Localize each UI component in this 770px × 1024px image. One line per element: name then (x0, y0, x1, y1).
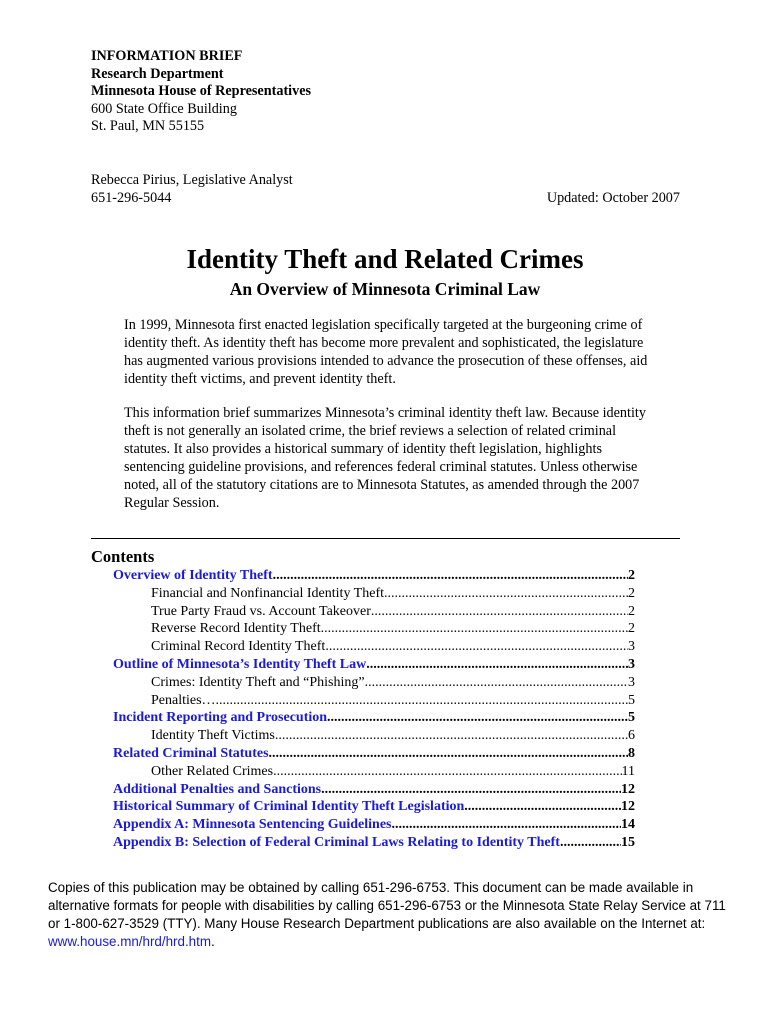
page-title: Identity Theft and Related Crimes (186, 244, 584, 274)
intro-paragraph: In 1999, Minnesota first enacted legislation specifically targeted at the burgeoning crime of identity theft. As identity theft has become more prevalent and sophisticated, the legislature has augmented various provisions intended to advance the prosecution of these offenses, aid identity theft victims, and prevent identity theft. (124, 317, 648, 387)
address-line-2: St. Paul, MN 55155 (91, 118, 205, 135)
toc-item: Penalties….. ..... 5 (113, 693, 635, 711)
toc-item[interactable]: Incident Reporting and Prosecution ..... 5 (113, 710, 635, 728)
author-name: Rebecca Pirius, Legislative Analyst (91, 172, 293, 188)
toc-item[interactable]: Historical Summary of Criminal Identity Theft Legislation ..... 12 (113, 799, 635, 817)
toc-item: Other Related Crimes ..... 11 (113, 764, 635, 782)
toc-item: True Party Fraud vs. Account Takeover ..... 2 (113, 604, 635, 622)
toc-item: Financial and Nonfinancial Identity Theft ..... 2 (113, 586, 635, 604)
department: Research Department (91, 65, 224, 82)
updated-date: Updated: October 2007 (546, 190, 680, 206)
summary-paragraph: This information brief summarizes Minnesota’s criminal identity theft law. Because identity theft is not generally an isolated crime, the brief reviews a selection of related criminal statutes. It also provides a historical summary of identity theft legislation, highlights sentencing guideline provisions, and references federal criminal statutes. Unless otherwise noted, all of the statutory citations are to Minnesota Statutes, as amended through the 2007 Regular Session. (124, 405, 646, 511)
footer-period: . (211, 934, 215, 949)
page-subtitle: An Overview of Minnesota Criminal Law (229, 279, 541, 299)
section-divider (91, 538, 680, 539)
footer-note (48, 879, 738, 951)
author-block (91, 172, 293, 207)
toc-item[interactable]: Appendix A: Minnesota Sentencing Guidelines ..... 14 (113, 817, 635, 835)
header-block (91, 48, 311, 136)
organization: Minnesota House of Representatives (91, 83, 312, 100)
footer-text: Copies of this publication may be obtained by calling 651-296-6753. This document can be made available in alternative formats for people with disabilities by calling 651-296-6753 or the Minnesota State Relay Service at 711 or 1-800-627-3529 (TTY). Many House Research Department publications are also available on the Internet at: (48, 880, 726, 931)
address-line-1: 600 State Office Building (91, 100, 237, 117)
toc-item[interactable]: Additional Penalties and Sanctions ..... 12 (113, 782, 635, 800)
toc-item[interactable]: Appendix B: Selection of Federal Criminal Laws Relating to Identity Theft ..... 15 (113, 835, 635, 853)
toc-item: Crimes: Identity Theft and “Phishing” ..... 3 (113, 675, 635, 693)
toc-item: Criminal Record Identity Theft ..... 3 (113, 639, 635, 657)
author-phone: 651-296-5044 (91, 189, 172, 206)
toc-item: Identity Theft Victims ..... 6 (113, 728, 635, 746)
contents-heading: Contents (91, 547, 155, 566)
toc-item[interactable]: Overview of Identity Theft ..... 2 (113, 568, 635, 586)
doc-type: INFORMATION BRIEF (91, 48, 243, 64)
website-link[interactable]: www.house.mn/hrd/hrd.htm (48, 934, 211, 949)
table-of-contents (113, 568, 635, 853)
toc-item: Reverse Record Identity Theft ..... 2 (113, 621, 635, 639)
toc-item[interactable]: Related Criminal Statutes ..... 8 (113, 746, 635, 764)
toc-item[interactable]: Outline of Minnesota’s Identity Theft Law ..... 3 (113, 657, 635, 675)
